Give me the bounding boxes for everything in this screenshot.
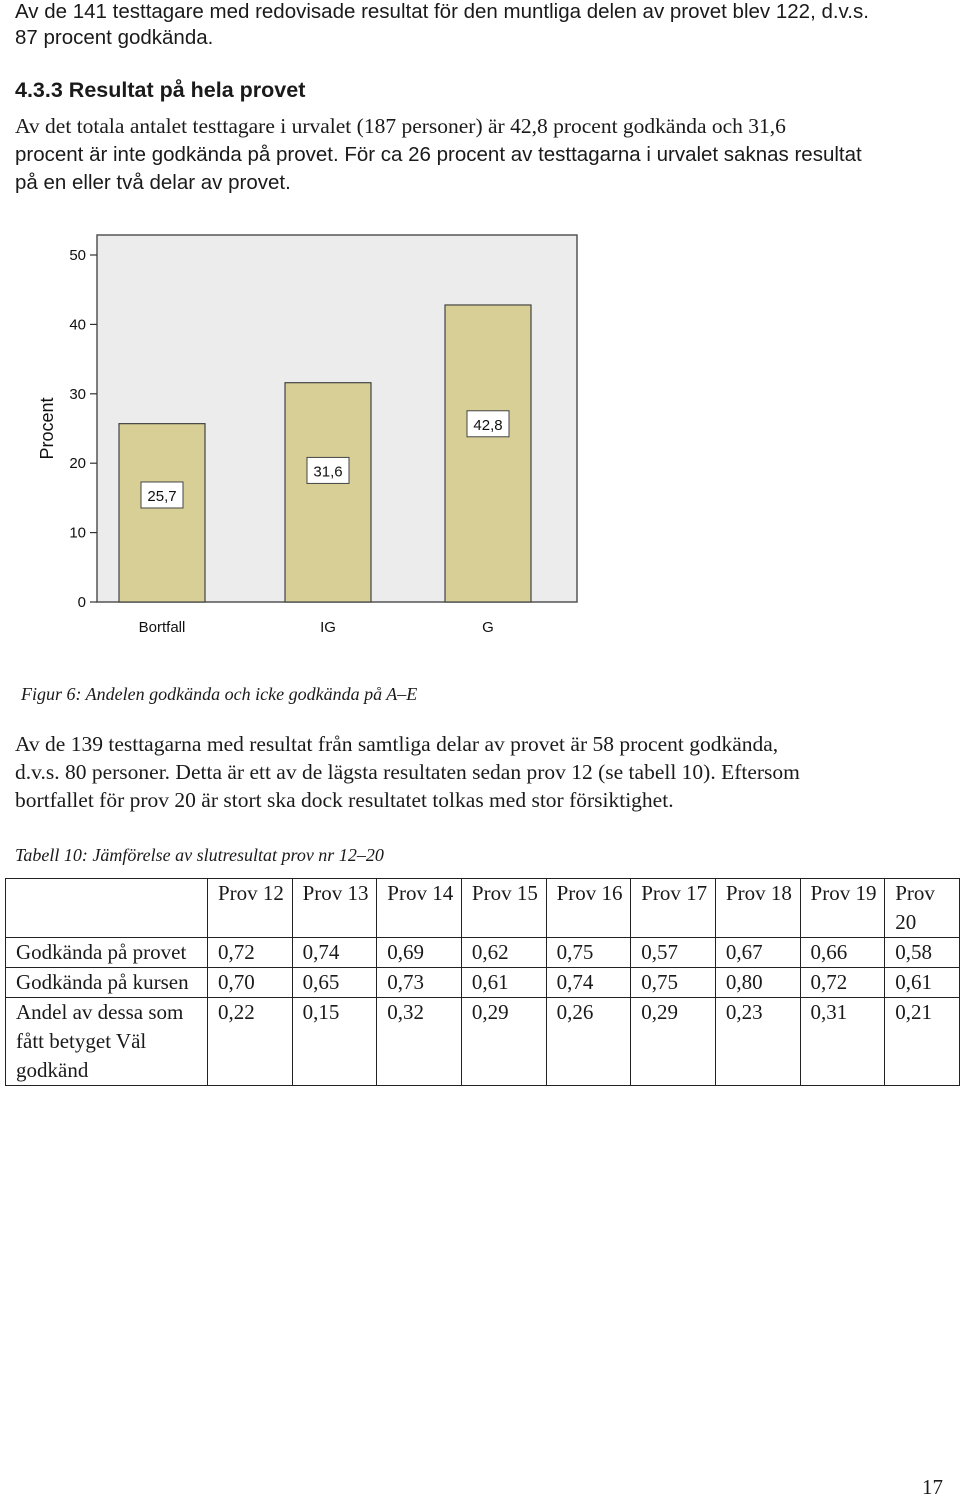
- table-cell: 0,70: [207, 968, 292, 998]
- table-cell: 0,80: [715, 968, 800, 998]
- header-cell: Prov 15: [461, 879, 546, 938]
- table-cell: 0,67: [715, 938, 800, 968]
- results-table: [5, 878, 960, 1086]
- y-tick-label: 20: [69, 455, 86, 473]
- table-corner-cell: [6, 879, 208, 938]
- x-tick-label: G: [482, 619, 494, 636]
- bar: [285, 383, 371, 602]
- bar-chart: [30, 225, 590, 645]
- table-cell: 0,23: [715, 998, 800, 1086]
- para2-line-3: bortfallet för prov 20 är stort ska dock resultatet tolkas med stor försiktighet.: [15, 788, 674, 812]
- table-cell: 0,72: [800, 968, 885, 998]
- section-para-line-3: på en eller två delar av provet.: [15, 171, 291, 194]
- table-cell: 0,58: [885, 938, 960, 968]
- table-cell: 0,26: [546, 998, 631, 1086]
- x-tick-label: IG: [320, 619, 336, 636]
- x-tick-label: Bortfall: [138, 619, 186, 636]
- table-row: [6, 968, 960, 998]
- y-tick-label: 50: [69, 247, 86, 264]
- section-para-line-1: Av det totala antalet testtagare i urvalet (187 personer) är 42,8 procent godkända och 31,6: [15, 114, 786, 138]
- header-cell: Prov 12: [207, 879, 292, 938]
- table-cell: 0,75: [631, 968, 716, 998]
- section-para-line-2: procent är inte godkända på provet. För ca 26 procent av testtagarna i urvalet saknas resultat: [15, 143, 862, 166]
- para2-line-1: Av de 139 testtagarna med resultat från samtliga delar av provet är 58 procent godkända,: [15, 732, 779, 756]
- table-cell: 0,69: [377, 938, 462, 968]
- data-label: 25,7: [147, 487, 177, 505]
- intro-line-1: Av de 141 testtagare med redovisade resultat för den muntliga delen av provet blev 122, d.v.s.: [15, 0, 869, 23]
- table-cell: 0,66: [800, 938, 885, 968]
- table-row: [6, 998, 960, 1086]
- table-cell: 0,57: [631, 938, 716, 968]
- row-label: Godkända på provet: [6, 938, 208, 968]
- row-label: Godkända på kursen: [6, 968, 208, 998]
- section-heading: 4.3.3 Resultat på hela provet: [15, 78, 306, 102]
- table-cell: 0,73: [377, 968, 462, 998]
- table-caption: Tabell 10: Jämförelse av slutresultat prov nr 12–20: [15, 845, 384, 865]
- intro-line-2: 87 procent godkända.: [15, 26, 214, 49]
- table-cell: 0,65: [292, 968, 377, 998]
- data-label: 31,6: [313, 463, 343, 481]
- table-cell: 0,74: [292, 938, 377, 968]
- table-cell: 0,31: [800, 998, 885, 1086]
- table-cell: 0,61: [461, 968, 546, 998]
- table-cell: 0,75: [546, 938, 631, 968]
- y-axis-label: Procent: [37, 397, 57, 460]
- bar: [119, 424, 205, 602]
- table-cell: 0,61: [885, 968, 960, 998]
- header-cell: Prov 18: [715, 879, 800, 938]
- table-cell: 0,21: [885, 998, 960, 1086]
- y-tick-label: 0: [77, 594, 86, 611]
- table-cell: 0,22: [207, 998, 292, 1086]
- row-label: Andel av dessa som fått betyget Väl godkänd: [6, 998, 208, 1086]
- table-cell: 0,15: [292, 998, 377, 1086]
- table-cell: 0,62: [461, 938, 546, 968]
- para2-line-2: d.v.s. 80 personer. Detta är ett av de lägsta resultaten sedan prov 12 (se tabell 10). Eftersom: [15, 760, 800, 784]
- header-cell: Prov 16: [546, 879, 631, 938]
- y-tick-label: 10: [69, 524, 86, 542]
- y-tick-label: 30: [69, 385, 86, 403]
- y-tick-label: 40: [69, 316, 86, 334]
- page-number: 17: [922, 1475, 943, 1499]
- table-row: [6, 938, 960, 968]
- header-cell: Prov 20: [885, 879, 960, 938]
- bar: [445, 305, 531, 602]
- table-cell: 0,72: [207, 938, 292, 968]
- table-cell: 0,29: [461, 998, 546, 1086]
- data-label: 42,8: [473, 416, 503, 434]
- figure-caption: Figur 6: Andelen godkända och icke godkända på A–E: [21, 684, 418, 704]
- header-cell: Prov 13: [292, 879, 377, 938]
- table-cell: 0,29: [631, 998, 716, 1086]
- header-cell: Prov 19: [800, 879, 885, 938]
- header-cell: Prov 17: [631, 879, 716, 938]
- header-cell: Prov 14: [377, 879, 462, 938]
- table-header-row: [6, 879, 960, 938]
- table-cell: 0,74: [546, 968, 631, 998]
- table-cell: 0,32: [377, 998, 462, 1086]
